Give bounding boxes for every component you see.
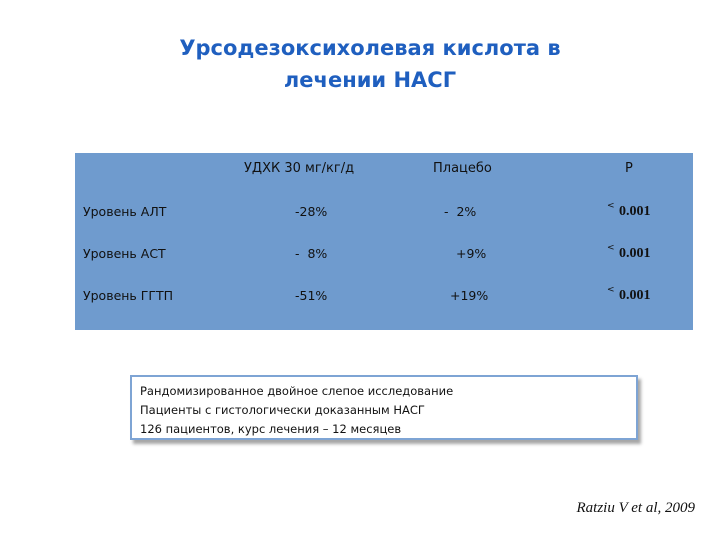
row-label-ast: Уровень АСТ [83,246,166,261]
p-sign-ggtp: < [607,285,615,295]
row-label-alt: Уровень АЛТ [83,204,167,219]
p-sign-ast: < [607,243,615,253]
slide-title-line-2: лечении НАСГ [283,68,457,92]
p-value-alt: 0.001 [619,204,651,219]
header-udca: УДХК 30 мг/кг/д [244,161,355,176]
cell-udca-alt: -28% [295,204,328,219]
cell-placebo-ggtp: +19% [450,288,489,303]
p-value-ast: 0.001 [619,246,651,261]
p-value-ggtp: 0.001 [619,288,651,303]
note-line-3: 126 пациентов, курс лечения – 12 месяцев [140,422,402,436]
slide-title-line-1: Урсодезоксихолевая кислота в [179,36,561,60]
results-table [75,153,693,330]
note-line-1: Рандомизированное двойное слепое исследование [140,384,454,398]
p-sign-alt: < [607,201,615,211]
cell-udca-ggtp: -51% [295,288,328,303]
cell-udca-ast: - 8% [295,246,328,261]
row-label-ggtp: Уровень ГГТП [83,288,174,303]
citation: Ratziu V et al, 2009 [576,500,695,516]
header-placebo: Плацебо [433,161,492,176]
note-line-2: Пациенты с гистологически доказанным НАСГ [140,403,425,417]
header-p: Р [625,161,633,176]
cell-placebo-alt: - 2% [444,204,477,219]
slide-title [120,32,620,96]
study-design-note [130,375,638,440]
cell-placebo-ast: +9% [456,246,487,261]
